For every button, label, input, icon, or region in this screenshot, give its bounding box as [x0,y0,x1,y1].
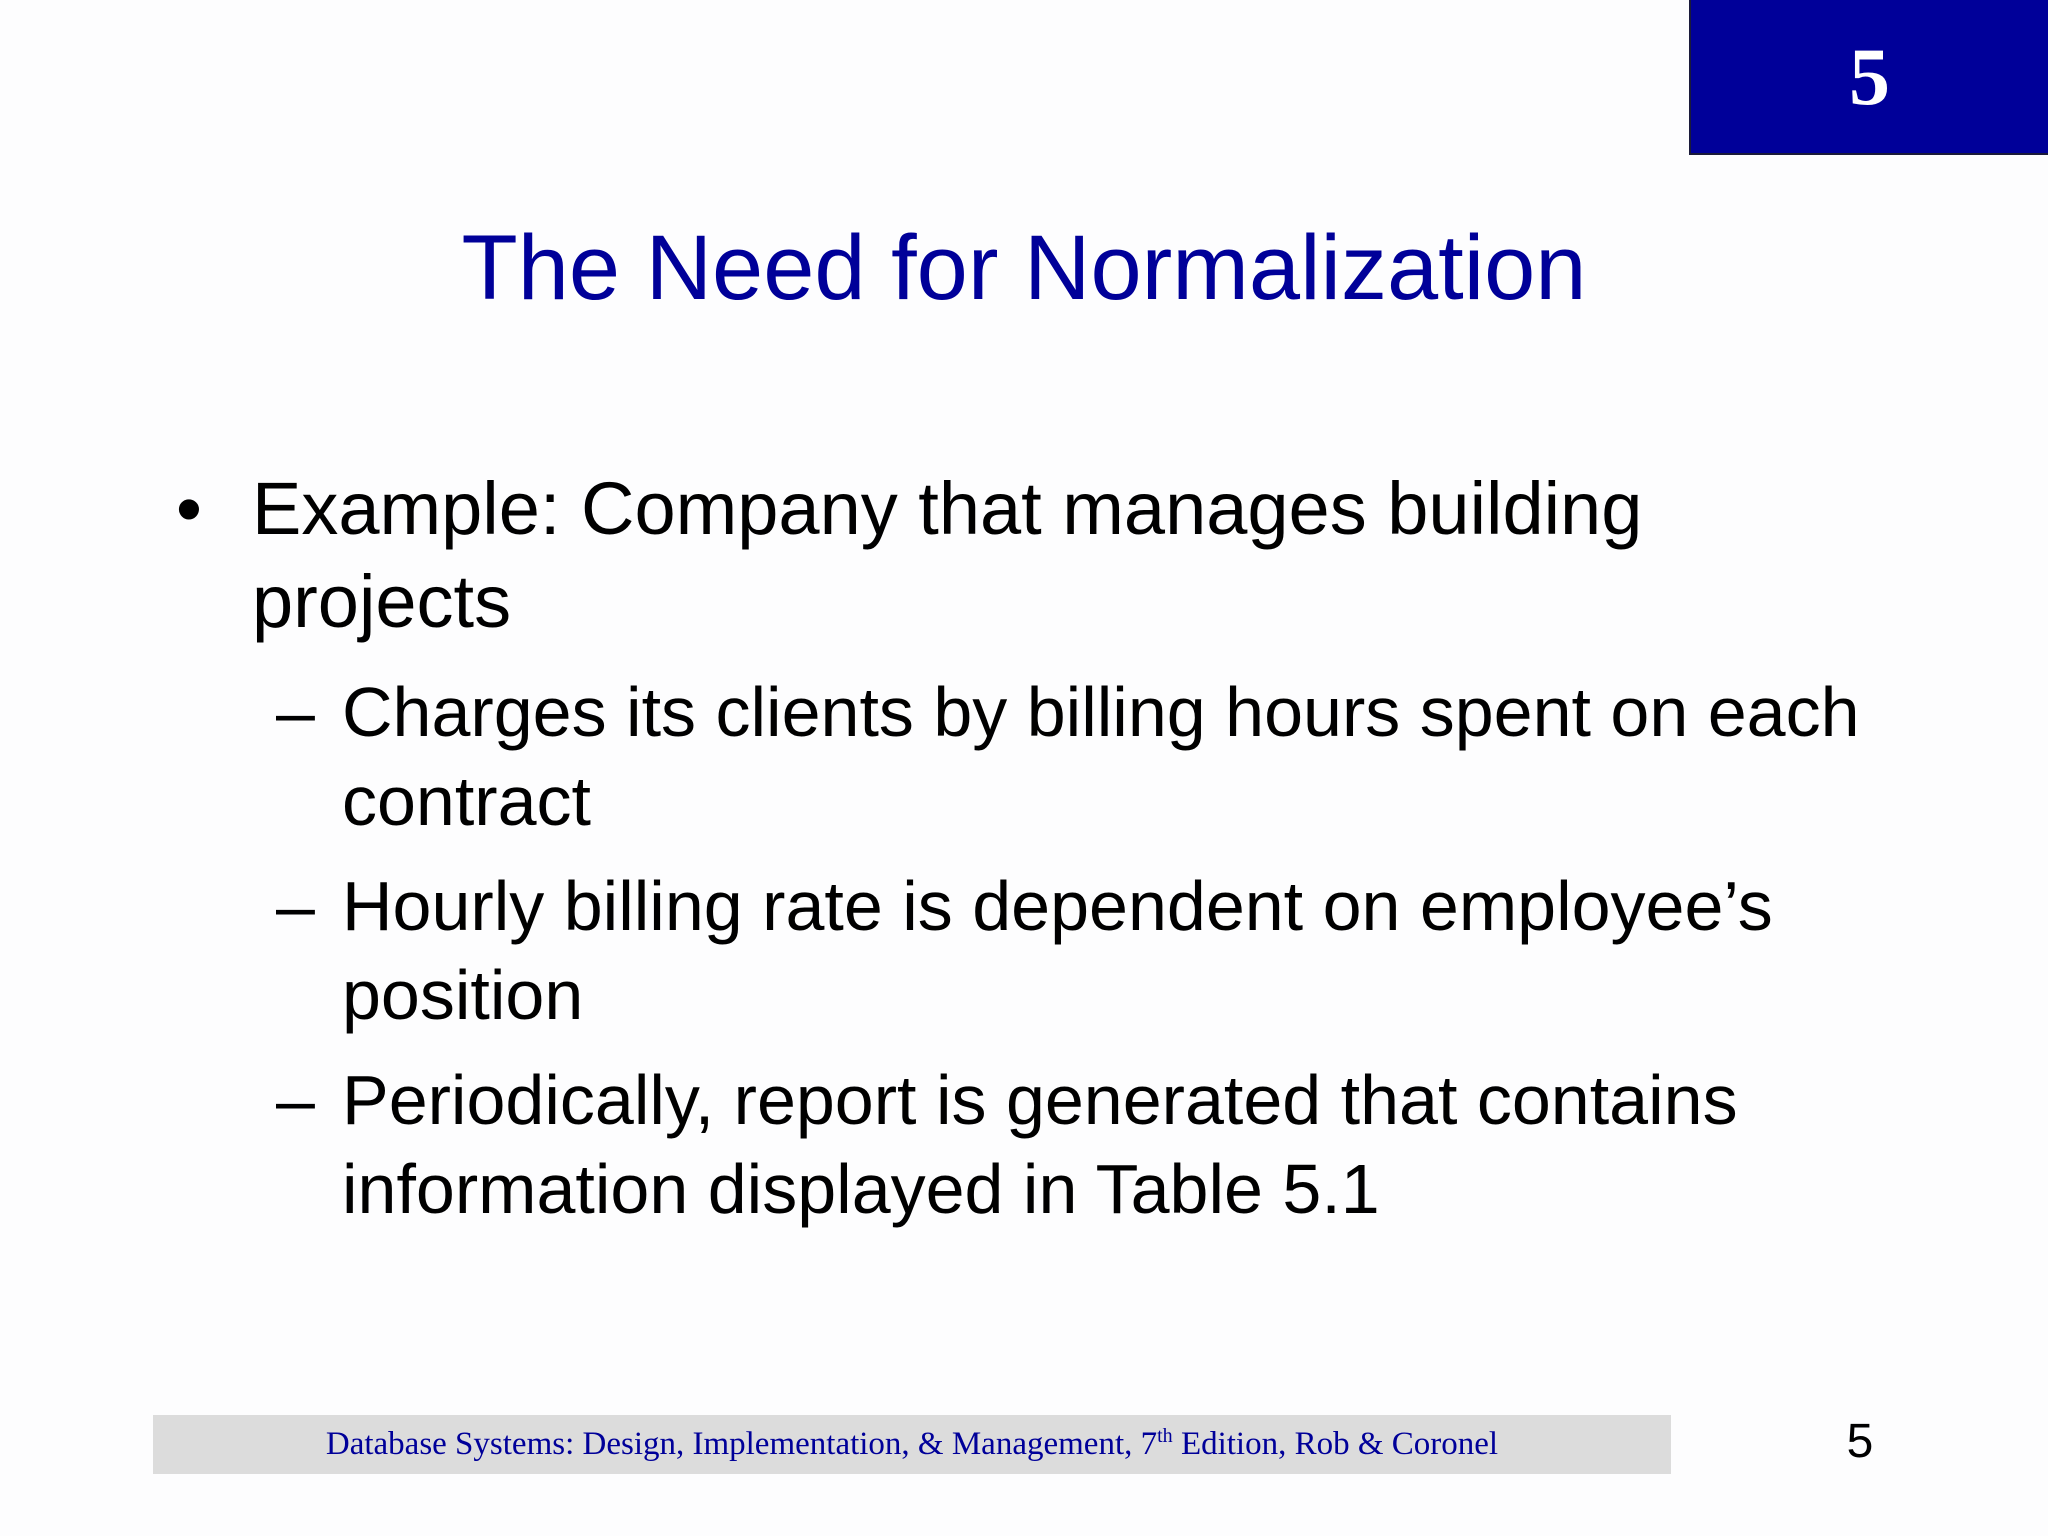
sub-bullet-marker: – [276,673,315,751]
chapter-badge [1689,0,2048,155]
bullet-text: Example: Company that manages building projects [252,467,1643,643]
sub-bullet-item [276,862,1896,1040]
sub-bullet-item [276,668,1896,846]
sub-bullet-text: Charges its clients by billing hours spent on each contract [342,673,1860,840]
page-number: 5 [1846,1415,1874,1468]
bullet-marker: • [176,467,202,550]
footer-citation [325,1425,1499,1462]
sub-bullet-text: Hourly billing rate is dependent on employee’s position [342,867,1773,1034]
footer-bar [153,1415,1671,1474]
sub-bullet-marker: – [276,1061,315,1139]
slide-title: The Need for Normalization [461,217,1587,319]
sub-bullet-item [276,1056,1896,1234]
footer-text-before: Database Systems: Design, Implementation, & Management, 7 [325,1426,1158,1462]
sub-bullet-text: Periodically, report is generated that contains information displayed in Table 5.1 [342,1061,1738,1228]
footer-text-after: Edition, Rob & Coronel [1172,1426,1499,1462]
sub-bullet-marker: – [276,867,315,945]
chapter-number: 5 [1849,30,1890,122]
footer-superscript: th [1157,1425,1173,1447]
bullet-item [176,462,1896,648]
